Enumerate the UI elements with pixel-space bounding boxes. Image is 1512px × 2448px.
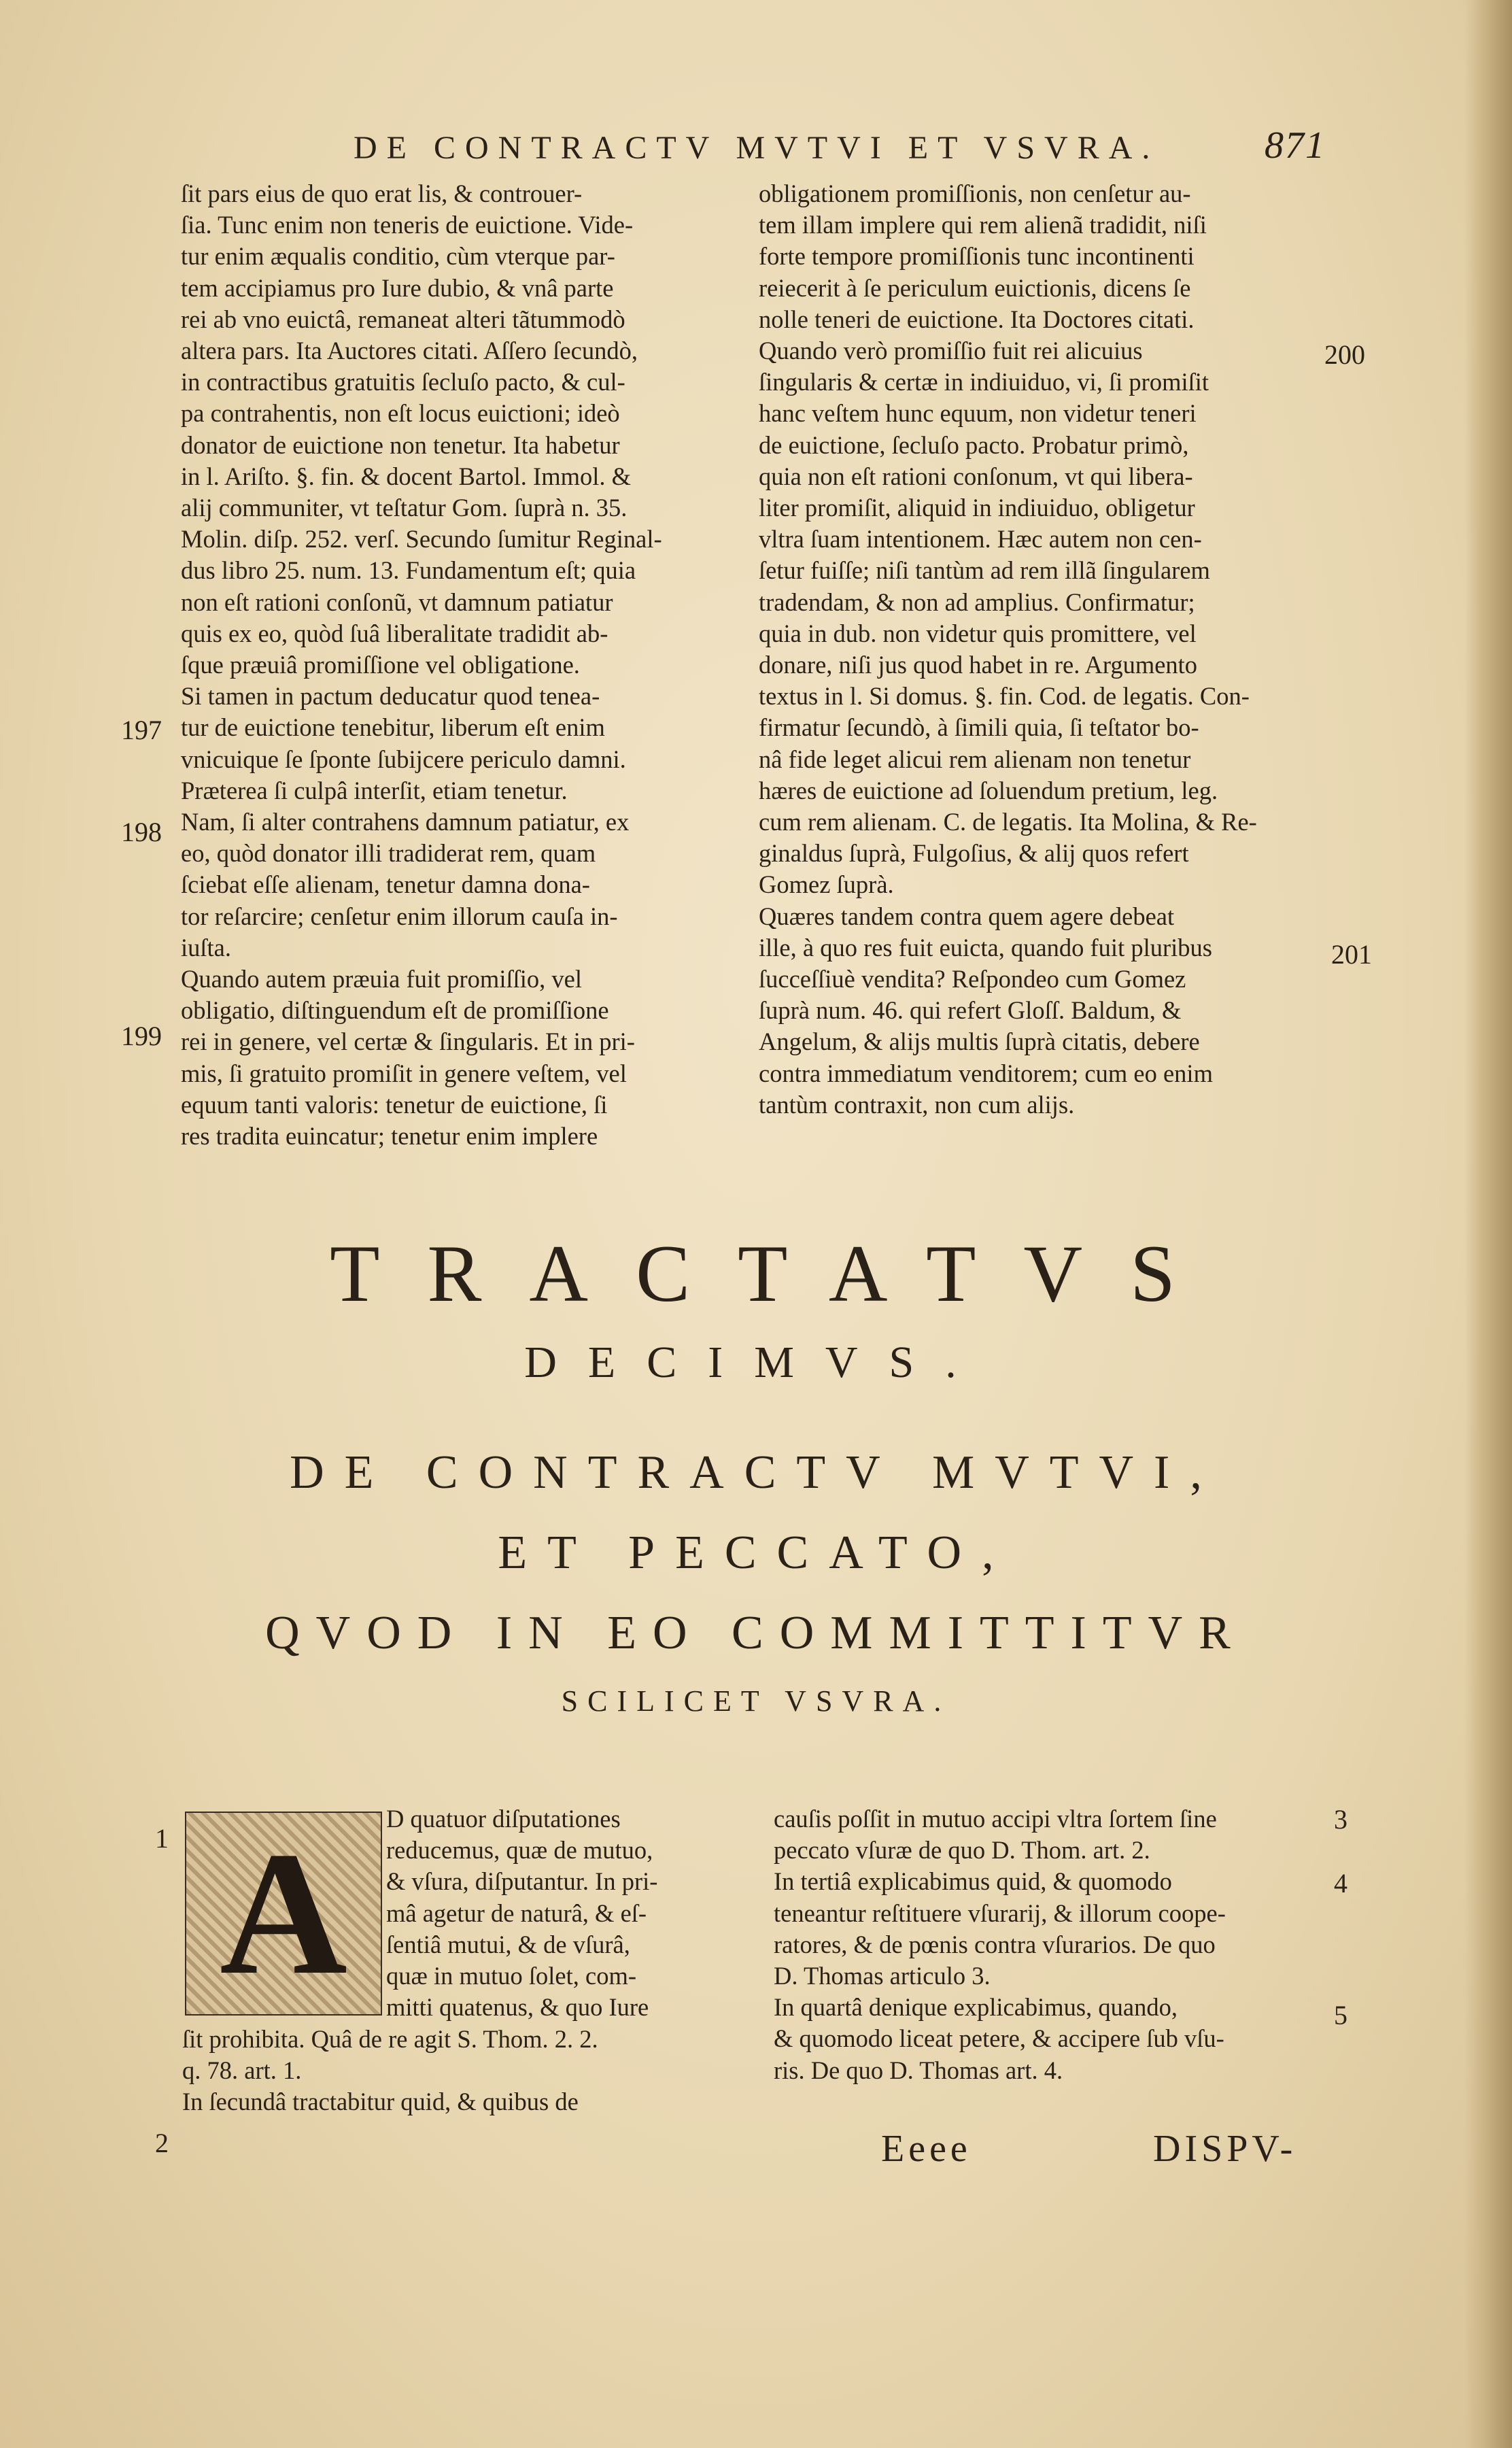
margin-number-4: 4 (1334, 1868, 1347, 1899)
text-line: alij communiter, vt teſtatur Gom. ſuprà n. 35. (181, 494, 628, 522)
margin-number-5: 5 (1334, 2000, 1347, 2030)
text-line: quia in dub. non videtur quis promittere, vel (759, 619, 1197, 647)
text-line: tem accipiamus pro Iure dubio, & vnâ parte (181, 273, 614, 302)
margin-number-200: 200 (1324, 339, 1365, 370)
text-line: Præterea ſi culpâ interſit, etiam tenetur. (181, 776, 568, 804)
text-line: rei in genere, vel certæ & ſingularis. Et in pri- (181, 1027, 635, 1056)
text-line: vltra ſuam intentionem. Hæc autem non cen- (759, 525, 1202, 554)
text-line: Gomez ſuprà. (759, 870, 894, 899)
text-line: tantùm contraxit, non cum alijs. (759, 1090, 1075, 1119)
text-line: liter promiſit, aliquid in indiuiduo, obligetur (759, 494, 1195, 522)
text-line: obligatio, diſtinguendum eſt de promiſſione (181, 996, 609, 1025)
text-line: iuſta. (181, 933, 231, 962)
catchword: DISPV- (1153, 2128, 1297, 2170)
text-line: hanc veſtem hunc equum, non videtur teneri (759, 399, 1197, 428)
text-line: ſit pars eius de quo erat lis, & controuer- (181, 180, 583, 207)
text-line: nolle teneri de euictione. Ita Doctores citati. (759, 305, 1195, 333)
text-line: donator de euictione non tenetur. Ita habetur (181, 430, 620, 459)
margin-number-199: 199 (121, 1021, 162, 1051)
text-line: mis, ſi gratuito promiſit in genere veſtem, vel (181, 1059, 627, 1087)
text-line: de euictione, ſecluſo pacto. Probatur primò, (759, 430, 1189, 459)
text-line: ginaldus ſuprà, Fulgoſius, & alij quos refert (759, 839, 1189, 868)
text-line: non eſt rationi conſonũ, vt damnum patiatur (181, 588, 613, 616)
treatise-number: DECIMVS. (524, 1338, 988, 1387)
text-line: mâ agetur de naturâ, & eſ- (386, 1899, 647, 1927)
decorated-initial (185, 1812, 382, 2016)
text-line: & vſura, diſputantur. In pri- (386, 1867, 658, 1896)
text-line: ſciebat eſſe alienam, tenetur damna dona- (181, 870, 590, 899)
text-line: eo, quòd donator illi tradiderat rem, quam (181, 839, 596, 868)
text-line: quis ex eo, quòd ſuâ liberalitate tradidit ab- (181, 619, 608, 647)
text-line: D quatuor diſputationes (386, 1805, 621, 1833)
text-line: tem illam implere qui rem alienã tradidit, niſi (759, 211, 1207, 239)
text-line: ille, à quo res fuit euicta, quando fuit pluribus (759, 933, 1212, 962)
margin-number-198: 198 (121, 817, 162, 847)
right-column (759, 178, 1323, 1121)
treatise-subtitle-3: QVOD IN EO COMMITTITVR (265, 1607, 1247, 1659)
text-line: ſit prohibita. Quâ de re agit S. Thom. 2. 2. (182, 2025, 598, 2053)
page-number: 871 (1265, 124, 1326, 167)
text-line: mitti quatenus, & quo Iure (386, 1993, 649, 2022)
treatise-subtitle-2: ET PECCATO, (498, 1527, 1014, 1579)
text-line: altera pars. Ita Auctores citati. Aſſero ſecundò, (181, 337, 638, 365)
text-line: Molin. diſp. 252. verſ. Secundo ſumitur Reginal- (181, 525, 662, 554)
signature-mark: Eeee (881, 2128, 972, 2170)
margin-number-1: 1 (155, 1823, 169, 1854)
text-line: pa contrahentis, non eſt locus euictioni; ideò (181, 399, 620, 428)
text-line: ratores, & de pœnis contra vſurarios. De quo (774, 1930, 1216, 1958)
text-line: Nam, ſi alter contrahens damnum patiatur, ex (181, 808, 630, 836)
text-line: ſentiâ mutui, & de vſurâ, (386, 1930, 630, 1958)
text-line: dus libro 25. num. 13. Fundamentum eſt; quia (181, 556, 636, 585)
text-line: reducemus, quæ de mutuo, (386, 1836, 653, 1865)
text-line: forte tempore promiſſionis tunc incontinenti (759, 242, 1195, 271)
text-line: Quæres tandem contra quem agere debeat (759, 902, 1175, 930)
treatise-subtitle-4: SCILICET VSVRA. (561, 1684, 951, 1718)
intro-right (774, 1803, 1331, 2086)
text-line: Si tamen in pactum deducatur quod tenea- (181, 682, 600, 711)
text-line: In quartâ denique explicabimus, quando, (774, 1993, 1178, 2022)
text-line: tur enim æqualis conditio, cùm vterque par- (181, 242, 615, 271)
text-line: quia non eſt rationi conſonum, vt qui libera- (759, 462, 1193, 490)
margin-number-197: 197 (121, 715, 162, 745)
treatise-subtitle-1: DE CONTRACTV MVTVI, (290, 1446, 1222, 1499)
text-line: obligationem promiſſionis, non cenſetur au- (759, 180, 1191, 207)
text-line: q. 78. art. 1. (182, 2056, 302, 2085)
page-edge-shadow (1464, 0, 1512, 2448)
text-line: contra immediatum venditorem; cum eo enim (759, 1059, 1213, 1087)
text-line: D. Thomas articulo 3. (774, 1962, 991, 1990)
text-line: rei ab vno euictâ, remaneat alteri tãtummodò (181, 305, 625, 333)
text-line: textus in l. Si domus. §. fin. Cod. de legatis. Con- (759, 682, 1250, 711)
text-line: ſia. Tunc enim non teneris de euictione. Vide- (181, 211, 634, 239)
text-line: in contractibus gratuitis ſecluſo pacto, & cul- (181, 368, 625, 396)
text-line: Quando autem præuia fuit promiſſio, vel (181, 965, 582, 993)
intro-left-top (386, 1803, 740, 2023)
text-line: firmatur ſecundò, à ſimili quia, ſi teſtator bo- (759, 713, 1199, 742)
treatise-title: TRACTATVS (330, 1228, 1223, 1319)
text-line: nâ fide leget alicui rem alienam non tenetur (759, 745, 1191, 773)
text-line: vnicuique ſe ſponte ſubijcere periculo damni. (181, 745, 626, 773)
text-line: equum tanti valoris: tenetur de euictione, ſi (181, 1090, 608, 1119)
intro-left-bottom (182, 2024, 746, 2118)
running-header (354, 124, 1407, 184)
text-line: peccato vſuræ de quo D. Thom. art. 2. (774, 1836, 1150, 1865)
text-line: reiecerit à ſe periculum euictionis, dicens ſe (759, 273, 1191, 302)
text-line: donare, niſi jus quod habet in re. Argumento (759, 651, 1198, 679)
text-line: res tradita euincatur; tenetur enim implere (181, 1122, 598, 1151)
text-line: ſingularis & certæ in indiuiduo, vi, ſi promiſit (759, 368, 1209, 396)
initial-letter: A (220, 1815, 347, 2011)
left-column (181, 178, 738, 1152)
text-line: tradendam, & non ad amplius. Confirmatur; (759, 588, 1195, 616)
text-line: quæ in mutuo ſolet, com- (386, 1962, 637, 1990)
text-line: cauſis poſſit in mutuo accipi vltra ſortem ſine (774, 1805, 1217, 1833)
text-line: tor reſarcire; cenſetur enim illorum cauſa in- (181, 902, 618, 930)
text-line: ſucceſſiuè vendita? Reſpondeo cum Gomez (759, 965, 1186, 993)
margin-number-3: 3 (1334, 1804, 1347, 1835)
text-line: in l. Ariſto. §. fin. & docent Bartol. Immol. & (181, 462, 632, 490)
text-line: tur de euictione tenebitur, liberum eſt enim (181, 713, 605, 742)
text-line: hæres de euictione ad ſoluendum pretium, leg. (759, 776, 1218, 804)
text-line: cum rem alienam. C. de legatis. Ita Molina, & Re- (759, 808, 1257, 836)
margin-number-2: 2 (155, 2128, 169, 2158)
text-line: In tertiâ explicabimus quid, & quomodo (774, 1867, 1172, 1896)
text-line: teneantur reſtituere vſurarij, & illorum coope- (774, 1899, 1226, 1927)
text-line: ſetur fuiſſe; niſi tantùm ad rem illã ſingularem (759, 556, 1210, 585)
text-line: In ſecundâ tractabitur quid, & quibus de (182, 2088, 579, 2116)
text-line: Quando verò promiſſio fuit rei alicuius (759, 337, 1143, 365)
running-title: DE CONTRACTV MVTVI ET VSVRA. (354, 130, 1160, 166)
text-line: ſuprà num. 46. qui refert Gloſſ. Baldum, & (759, 996, 1182, 1025)
text-line: ſque præuiâ promiſſione vel obligatione. (181, 651, 580, 679)
margin-number-201: 201 (1331, 939, 1372, 970)
text-line: & quomodo liceat petere, & accipere ſub vſu- (774, 2024, 1224, 2053)
text-line: ris. De quo D. Thomas art. 4. (774, 2056, 1063, 2084)
text-line: Angelum, & alijs multis ſuprà citatis, debere (759, 1027, 1200, 1056)
